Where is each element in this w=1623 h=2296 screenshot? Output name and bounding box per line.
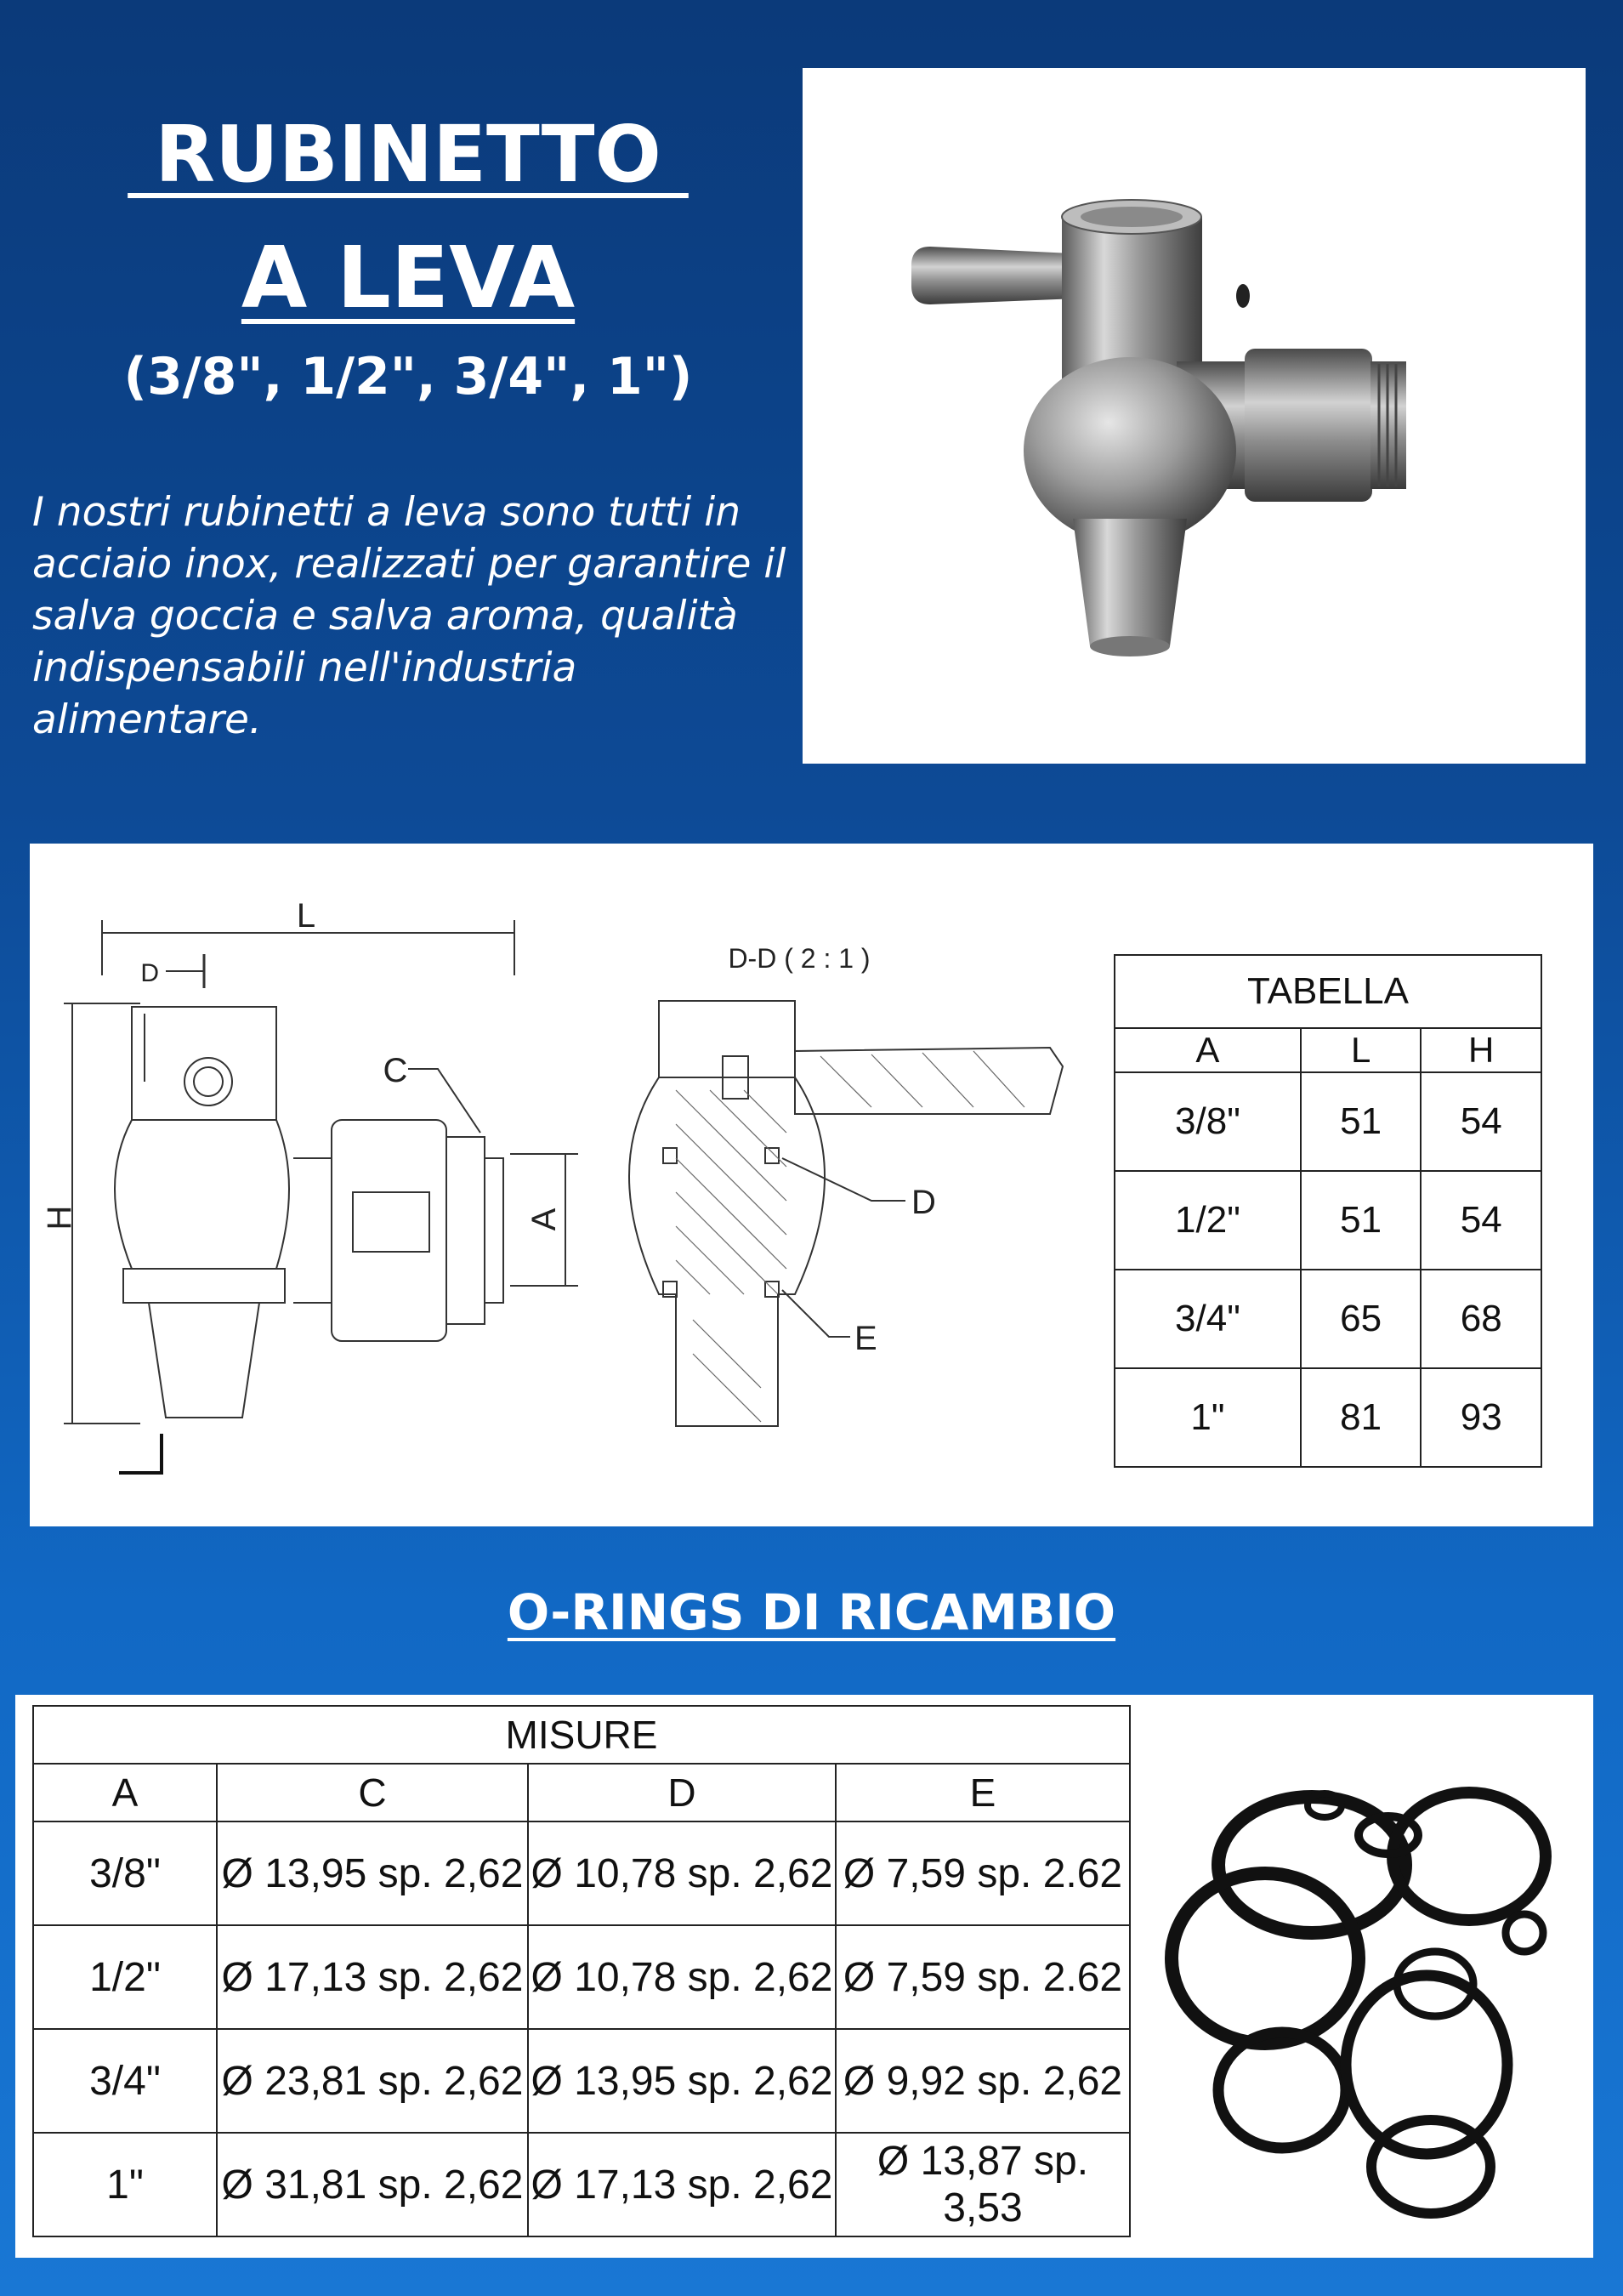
table-cell: 81 <box>1301 1368 1422 1467</box>
table-cell: Ø 10,78 sp. 2,62 <box>528 1925 836 2029</box>
table-cell: 51 <box>1301 1072 1422 1171</box>
page-title-line2: A LEVA <box>241 228 576 327</box>
section-label-E: E <box>854 1320 877 1357</box>
misure-header-a: A <box>33 1764 217 1821</box>
table-cell: Ø 13,95 sp. 2,62 <box>217 1821 528 1925</box>
misure-header-e: E <box>836 1764 1130 1821</box>
table-row <box>1115 1270 1541 1368</box>
table-cell: Ø 23,81 sp. 2,62 <box>217 2029 528 2133</box>
table-cell: 65 <box>1301 1270 1422 1368</box>
section-label-D: D <box>911 1184 936 1221</box>
table-cell: Ø 13,95 sp. 2,62 <box>528 2029 836 2133</box>
table-cell: 93 <box>1421 1368 1541 1467</box>
table-cell: 1/2" <box>1115 1171 1301 1270</box>
table-row <box>33 1821 1130 1925</box>
table-cell: 3/8" <box>1115 1072 1301 1171</box>
misure-table <box>32 1705 1131 2237</box>
table-cell: Ø 17,13 sp. 2,62 <box>217 1925 528 2029</box>
page-title-line1: RUBINETTO <box>128 109 689 200</box>
table-cell: 1" <box>33 2133 217 2236</box>
table-cell: Ø 7,59 sp. 2.62 <box>836 1925 1130 2029</box>
tabella-caption: TABELLA <box>1115 955 1541 1028</box>
product-photo <box>803 68 1586 764</box>
dim-label-C: C <box>383 1052 408 1089</box>
sizes-subtitle: (3/8", 1/2", 3/4", 1") <box>123 347 693 406</box>
table-row <box>1115 1072 1541 1171</box>
dim-label-L: L <box>296 897 316 935</box>
table-cell: 3/4" <box>1115 1270 1301 1368</box>
table-cell: Ø 31,81 sp. 2,62 <box>217 2133 528 2236</box>
table-cell: 3/8" <box>33 1821 217 1925</box>
table-row <box>1115 1171 1541 1270</box>
table-cell: 1" <box>1115 1368 1301 1467</box>
table-cell: 51 <box>1301 1171 1422 1270</box>
tabella-table <box>1114 954 1542 1468</box>
technical-drawing <box>30 844 1593 1526</box>
table-row <box>33 2133 1130 2236</box>
table-cell: Ø 7,59 sp. 2.62 <box>836 1821 1130 1925</box>
table-row <box>33 1925 1130 2029</box>
section-label: D-D ( 2 : 1 ) <box>728 943 871 974</box>
tap-photo-illustration <box>803 68 1586 764</box>
orings-heading: O-RINGS DI RICAMBIO <box>507 1583 1116 1641</box>
dim-label-A: A <box>525 1208 563 1231</box>
table-cell: Ø 9,92 sp. 2,62 <box>836 2029 1130 2133</box>
table-cell: 68 <box>1421 1270 1541 1368</box>
table-cell: Ø 10,78 sp. 2,62 <box>528 1821 836 1925</box>
orings-section <box>15 1695 1593 2258</box>
dim-label-H: H <box>41 1205 78 1230</box>
orings-photo <box>1163 1763 1588 2222</box>
table-cell: 54 <box>1421 1171 1541 1270</box>
misure-header-c: C <box>217 1764 528 1821</box>
misure-caption: MISURE <box>33 1706 1130 1764</box>
table-cell: 54 <box>1421 1072 1541 1171</box>
dim-label-D: D <box>140 959 159 987</box>
product-description: I nostri rubinetti a leva sono tutti in acciaio inox, realizzati per garantire il salva goccia e salva aroma, qualità indispensabili nell'industria alimentare. <box>32 489 786 743</box>
table-cell: Ø 13,87 sp. 3,53 <box>836 2133 1130 2236</box>
tabella-header-h: H <box>1421 1028 1541 1072</box>
table-row <box>1115 1368 1541 1467</box>
table-cell: 1/2" <box>33 1925 217 2029</box>
tabella-header-a: A <box>1115 1028 1301 1072</box>
table-row <box>33 2029 1130 2133</box>
table-cell: 3/4" <box>33 2029 217 2133</box>
misure-header-d: D <box>528 1764 836 1821</box>
table-cell: Ø 17,13 sp. 2,62 <box>528 2133 836 2236</box>
tabella-header-l: L <box>1301 1028 1422 1072</box>
